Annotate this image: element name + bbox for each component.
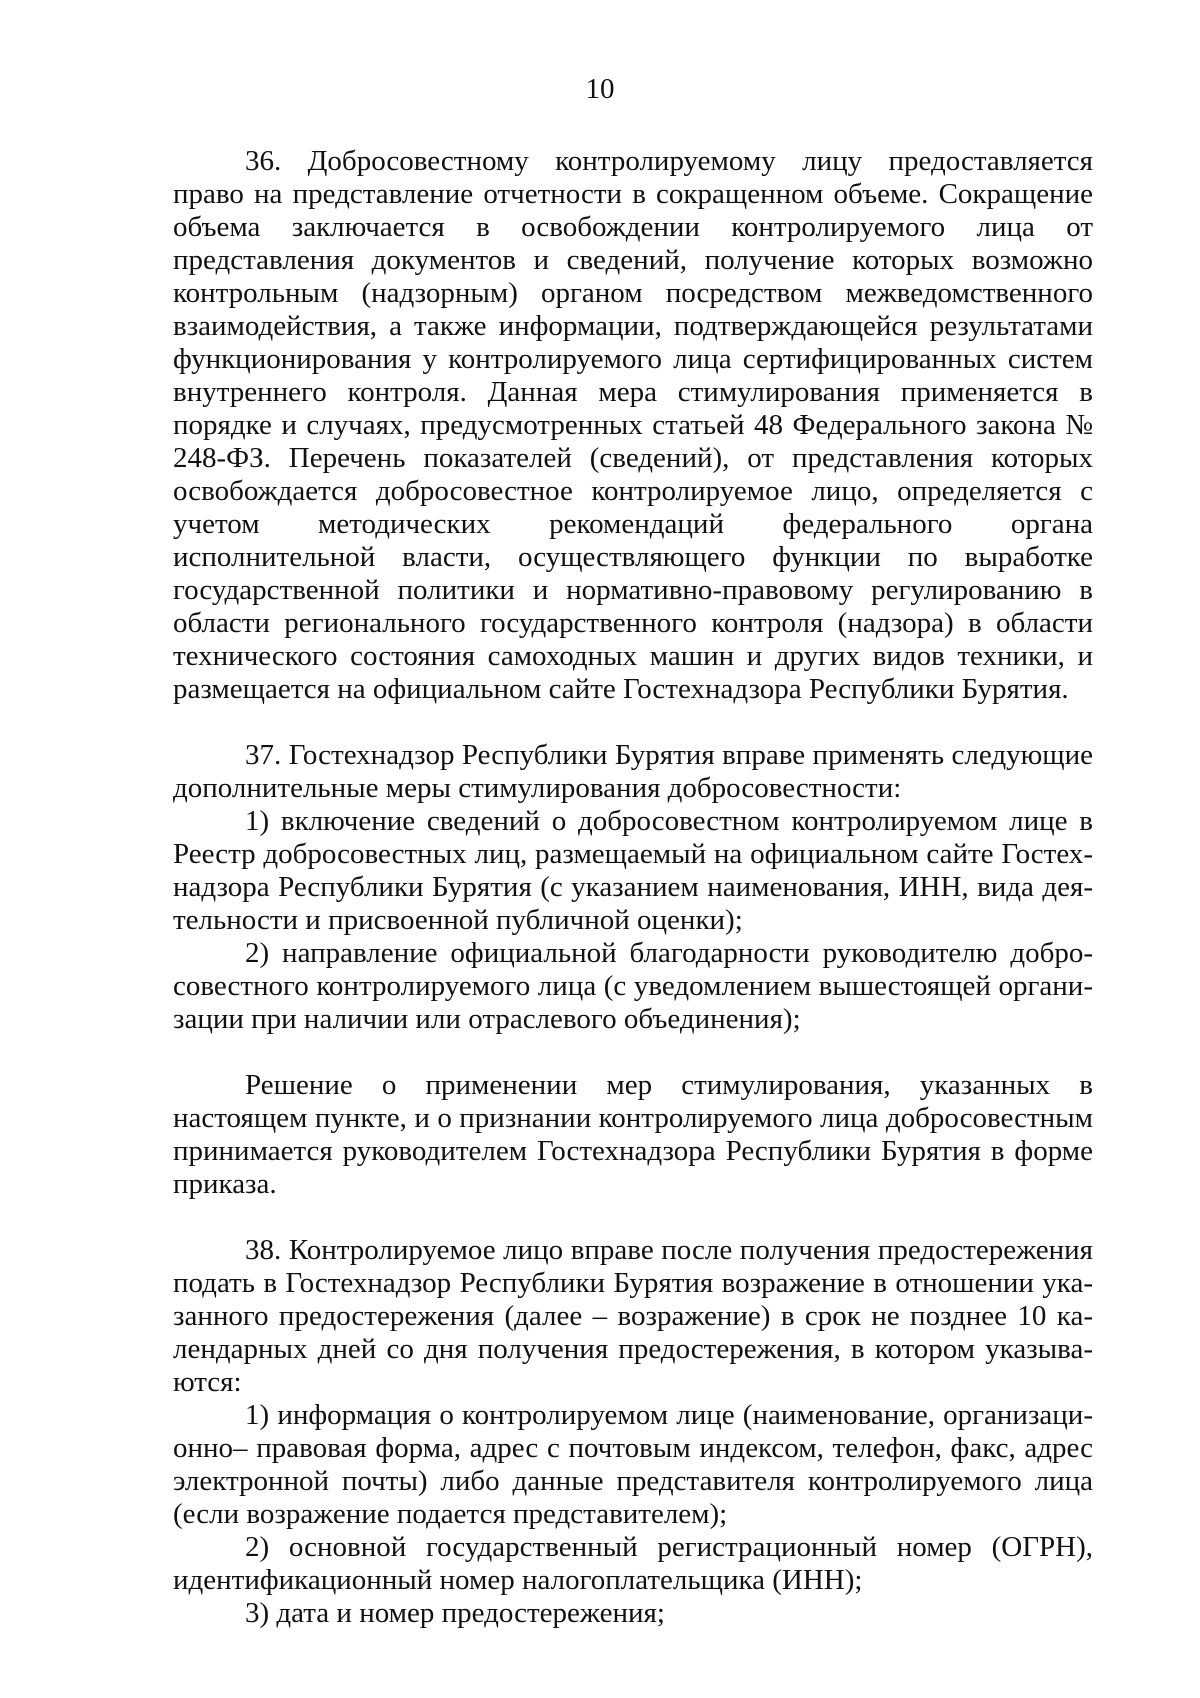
paragraph-38-item-1: 1) информация о контролируемом лице (наименование, организационно– правовая форма, адрес с почтовым индексом, телефон, факс, адрес электронной почты) либо данные представителя контролируемого лица (если возражение подается представителем); xyxy=(173,1399,1093,1530)
paragraph-36: 36. Добросовестному контролируемому лицу предоставляется право на представление отчетности в сокращенном объеме. Сокращение объема заключается в освобождении контролируемого лица от представления документов и сведений, получение которых возможно контрольным (надзорным) органом посредством межведомственного взаимодействия, а также информации, подтверждающейся результатами функционирования у контролируемого лица сертифицированных систем внутреннего контроля. Данная мера стимулирования применяется в порядке и случаях, предусмотренных статьей 48 Федерального закона № 248-ФЗ. Перечень показателей (сведений), от представления которых освобождается добросовестное контролируемое лицо, определяется с учетом методических рекомендаций федерального органа исполнительной власти, осуществляющего функции по выработке государственной политики и нормативно-правовому регулированию в области регионального государственного контроля (надзора) в области технического состояния самоходных машин и других видов техники, и размещается на официальном сайте Гостехнадзора Республики Бурятия. xyxy=(173,145,1093,705)
paragraph-38: 38. Контролируемое лицо вправе после получения предостережения подать в Гостехнадзор Республики Бурятия возражение в отношении указанного предостережения (далее – возражение) в срок не позднее 10 календарных дней со дня получения предостережения, в котором указываются: xyxy=(173,1234,1093,1398)
paragraph-37: 37. Гостехнадзор Республики Бурятия вправе применять следующие дополнительные меры стимулирования добросовестности: xyxy=(173,739,1093,804)
paragraph-37-decision: Решение о применении мер стимулирования, указанных в настоящем пункте, и о признании контролируемого лица добросовестным принимается руководителем Гостехнадзора Республики Бурятия в форме приказа. xyxy=(173,1069,1093,1200)
paragraph-37-item-1: 1) включение сведений о добросовестном контролируемом лице в Реестр добросовестных лиц, размещаемый на официальном сайте Гостехнадзора Республики Бурятия (с указанием наименования, ИНН, вида деятельности и присвоенной публичной оценки); xyxy=(173,805,1093,936)
paragraph-38-item-3: 3) дата и номер предостережения; xyxy=(245,1597,665,1629)
paragraph-37-item-2: 2) направление официальной благодарности руководителю добросовестного контролируемого лица (с уведомлением вышестоящей организации при наличии или отраслевого объединения); xyxy=(173,937,1093,1035)
page-number: 10 xyxy=(585,73,615,105)
paragraph-38-item-2: 2) основной государственный регистрационный номер (ОГРН), идентификационный номер налогоплательщика (ИНН); xyxy=(173,1531,1093,1596)
document-body xyxy=(173,145,1093,1630)
